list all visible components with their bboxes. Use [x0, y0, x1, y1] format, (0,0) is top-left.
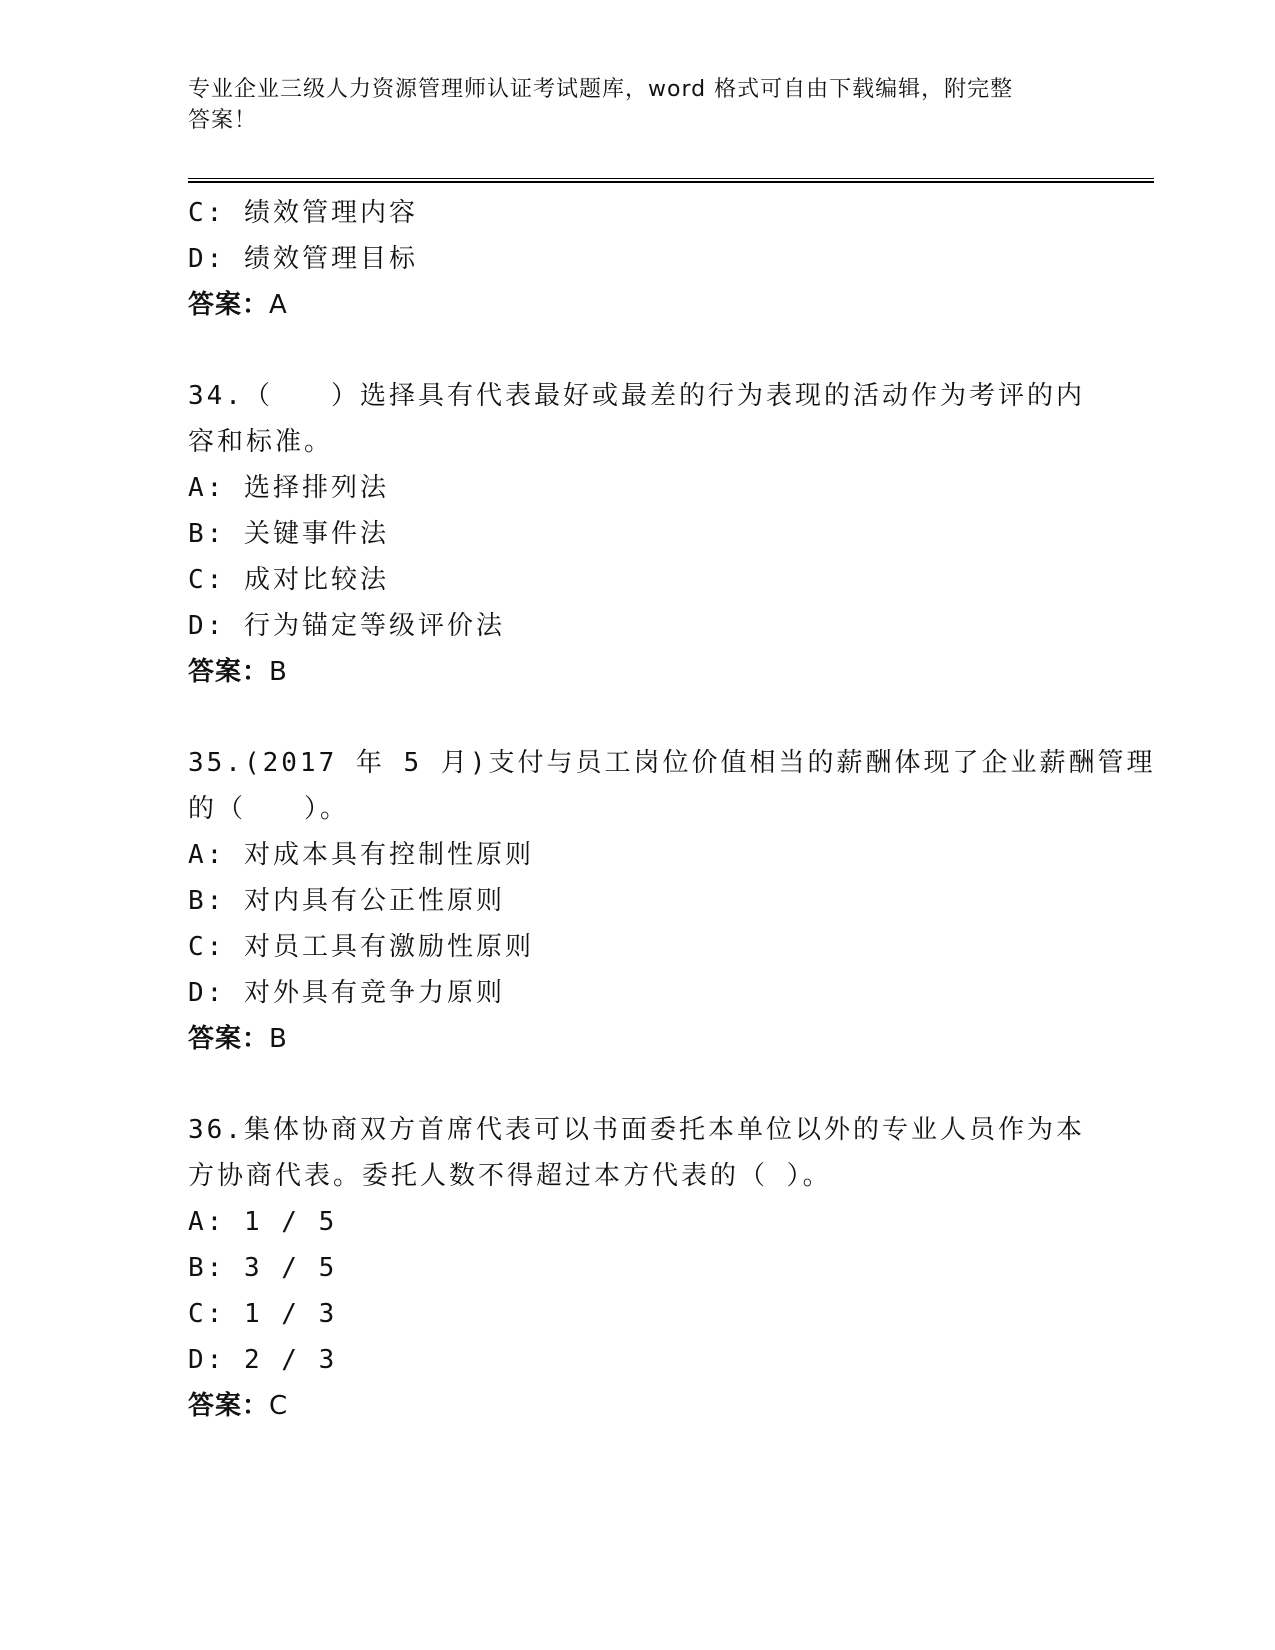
question-text-line: 方协商代表。委托人数不得超过本方代表的（ ）。: [188, 1161, 832, 1191]
answer-value: A: [269, 290, 288, 320]
answer-label: 答案：: [188, 1024, 270, 1054]
option-d: D: 对外具有竞争力原则: [188, 978, 505, 1008]
question-text-line: 容和标准。: [188, 427, 334, 457]
header-divider-thin: [188, 178, 1154, 179]
option-c: C: 1 / 3: [188, 1299, 338, 1329]
option-b: B: 3 / 5: [188, 1253, 338, 1283]
answer-line: [188, 649, 1088, 695]
question-block-36: [188, 1107, 1088, 1429]
answer-line: [188, 282, 1088, 328]
answer-line: [188, 1383, 1088, 1429]
question-spacer: [188, 1062, 1088, 1107]
header-divider-thick: [188, 181, 1154, 183]
option-a: A: 对成本具有控制性原则: [188, 840, 534, 870]
question-text-line: 36.集体协商双方首席代表可以书面委托本单位以外的专业人员作为本: [188, 1115, 1085, 1145]
header-line-2: 答案！: [188, 108, 258, 133]
question-block-33: [188, 190, 1088, 328]
option-d: D: 2 / 3: [188, 1345, 338, 1375]
question-text-line: 的（ ）。: [188, 794, 350, 824]
question-list: [188, 190, 1156, 1429]
option-b: B: 对内具有公正性原则: [188, 886, 505, 916]
question-spacer: [188, 328, 1088, 373]
question-text-line: 35.(2017 年 5 月)支付与员工岗位价值相当的薪酬体现了企业薪酬管理: [188, 748, 1156, 778]
option-a: A: 1 / 5: [188, 1207, 338, 1237]
question-block-34: [188, 373, 1088, 695]
answer-label: 答案：: [188, 657, 270, 687]
option-d: D: 行为锚定等级评价法: [188, 611, 505, 641]
answer-value: B: [269, 657, 288, 687]
option-c: C: 对员工具有激励性原则: [188, 932, 534, 962]
answer-label: 答案：: [188, 1391, 270, 1421]
option-a: A: 选择排列法: [188, 473, 389, 503]
header-line-1: 专业企业三级人力资源管理师认证考试题库，word 格式可自由下载编辑，附完整: [188, 77, 1014, 102]
question-spacer: [188, 695, 1088, 740]
answer-line: [188, 1016, 1088, 1062]
document-header: [188, 74, 1068, 136]
answer-label: 答案：: [188, 290, 270, 320]
question-block-35: [188, 740, 1156, 1062]
answer-value: C: [269, 1391, 289, 1421]
option-b: B: 关键事件法: [188, 519, 389, 549]
answer-value: B: [269, 1024, 288, 1054]
option-c: C: 成对比较法: [188, 565, 389, 595]
option-d: D: 绩效管理目标: [188, 244, 418, 274]
question-text-line: 34.（ ）选择具有代表最好或最差的行为表现的活动作为考评的内: [188, 381, 1085, 411]
option-c: C: 绩效管理内容: [188, 198, 418, 228]
